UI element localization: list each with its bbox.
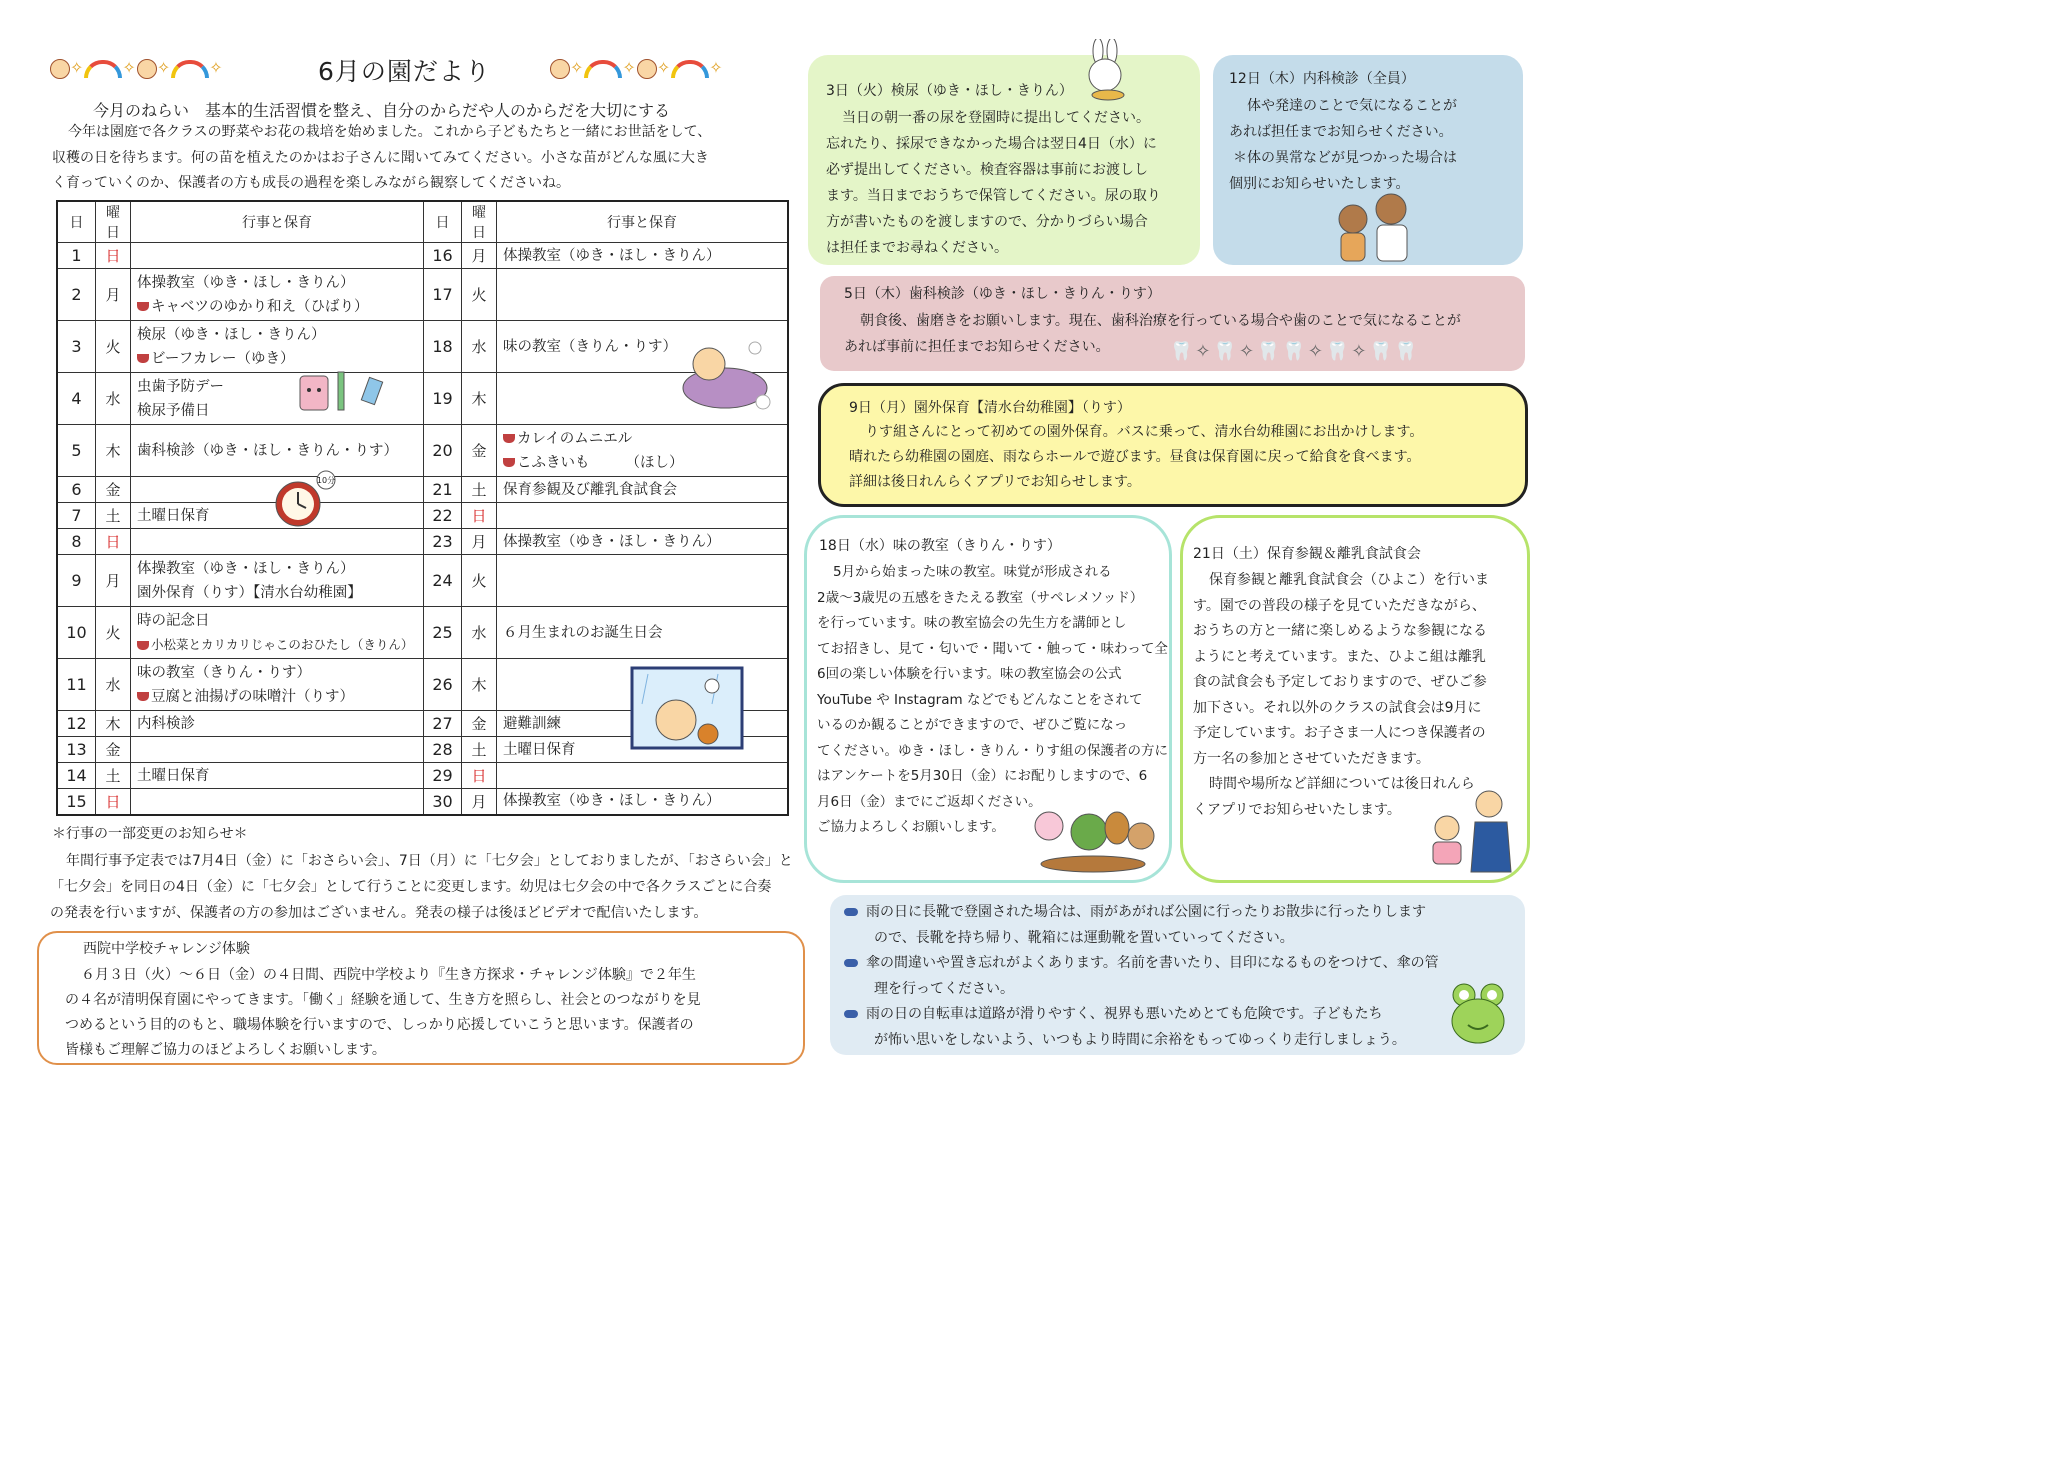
day-cell: 1	[57, 243, 96, 269]
event-cell	[497, 789, 789, 815]
ant-bullet-icon	[844, 908, 858, 916]
outing-line: 詳細は後日れんらくアプリでお知らせします。	[849, 474, 1141, 490]
cooking-pot-icon	[137, 641, 149, 650]
event-line	[503, 244, 781, 268]
weekday-cell: 木	[462, 373, 497, 425]
event-line	[137, 633, 417, 657]
rainbow-icon	[171, 60, 209, 78]
weekday-cell: 土	[96, 763, 131, 789]
event-line	[503, 530, 781, 554]
weekday-cell: 火	[96, 607, 131, 659]
col-weekday: 曜日	[96, 201, 131, 243]
child-face-icon	[637, 59, 657, 79]
event-text: 検尿予備日	[137, 402, 210, 419]
event-cell	[497, 425, 789, 477]
event-text: 保育参観及び離乳食試食会	[503, 481, 677, 498]
tooth-icon: 🦷	[1282, 341, 1308, 362]
col-day: 日	[57, 201, 96, 243]
visit-line: 加下さい。それ以外のクラスの試食会は9月に	[1193, 699, 1482, 716]
event-text: 体操教室（ゆき・ほし・きりん）	[137, 274, 355, 291]
day-cell: 7	[57, 503, 96, 529]
internal-line: 個別にお知らせいたします。	[1229, 176, 1410, 192]
visit-box	[1180, 515, 1530, 883]
weekday-cell: 日	[96, 529, 131, 555]
event-cell	[497, 555, 789, 607]
event-cell	[131, 243, 424, 269]
rain-tip	[844, 1002, 1439, 1028]
rain-tip-line: ので、長靴を持ち帰り、靴箱には運動靴を置いていってください。	[874, 929, 1294, 946]
visit-line: ようにと考えています。また、ひよこ組は離乳	[1193, 648, 1486, 665]
visit-line: 予定しています。お子さま一人につき保護者の	[1193, 725, 1486, 741]
outing-line: りす組さんにとって初めての園外保育。バスに乗って、清水台幼稚園にお出かけします。	[865, 424, 1424, 440]
weekday-cell: 水	[462, 321, 497, 373]
visit-line: 食の試食会も予定しておりますので、ぜひご参	[1193, 674, 1487, 690]
event-cell	[131, 607, 424, 659]
event-text: 歯科検診（ゆき・ほし・きりん・りす）	[137, 442, 398, 459]
outing-line: 晴れたら幼稚園の園庭、雨ならホールで遊びます。昼食は保育園に戻って給食を食べます。	[849, 449, 1421, 465]
notice-title: ＊行事の一部変更のお知らせ＊	[52, 826, 248, 842]
header-decoration-right: ✧ ✧ ✧ ✧	[550, 58, 724, 79]
toothbrush-cup-illustration	[298, 370, 398, 416]
taste-line: ご協力よろしくお願いします。	[817, 819, 1005, 835]
urine-title: 3日（火）検尿（ゆき・ほし・きりん）	[826, 83, 1073, 99]
visit-line: 方一名の参加とさせていただきます。	[1193, 750, 1430, 767]
internal-title: 12日（木）内科検診（全員）	[1229, 71, 1415, 87]
taste-line: いるのか観ることができますので、ぜひご覧になっ	[817, 717, 1128, 733]
rain-tip-line: 理を行ってください。	[874, 980, 1014, 997]
ant-bullet-icon	[844, 1010, 858, 1018]
calendar-row	[57, 243, 788, 269]
taste-line: てください。ゆき・ほし・きりん・りす組の保護者の方に	[817, 742, 1168, 759]
day-cell: 6	[57, 477, 96, 503]
day-cell: 10	[57, 607, 96, 659]
weekday-cell: 土	[96, 503, 131, 529]
alarm-clock-illustration	[270, 470, 340, 532]
day-cell: 4	[57, 373, 96, 425]
challenge-line: つめるという目的のもと、職場体験を行いますので、しっかり応援していこうと思います。保護者の	[65, 1017, 694, 1033]
weekday-cell: 金	[462, 711, 497, 737]
event-cell	[497, 477, 789, 503]
event-line	[503, 451, 781, 475]
event-text: 園外保育（りす）【清水台幼稚園】	[137, 584, 362, 601]
weekday-cell: 日	[96, 243, 131, 269]
tooth-icon: 🦷	[1170, 341, 1196, 362]
event-cell	[131, 763, 424, 789]
challenge-line: の４名が清明保育園にやってきます。「働く」経験を通して、生き方を照らし、社会とのつながりを見	[65, 992, 701, 1008]
day-cell: 12	[57, 711, 96, 737]
internal-line: ＊体の異常などが見つかった場合は	[1233, 150, 1457, 166]
event-text: 時の記念日	[137, 612, 210, 629]
weekday-cell: 金	[462, 425, 497, 477]
child-face-icon	[550, 59, 570, 79]
event-line	[137, 347, 417, 371]
visit-line: 保育参観と離乳食試食会（ひよこ）を行いま	[1209, 572, 1489, 588]
weekday-cell: 金	[96, 477, 131, 503]
event-line	[137, 609, 417, 633]
day-cell: 2	[57, 269, 96, 321]
outing-text	[849, 420, 1423, 495]
day-cell: 15	[57, 789, 96, 815]
notice-line: 年間行事予定表では7月4日（金）に「おさらい会」、7日（月）に「七夕会」としておりましたが、「おさらい会」と	[66, 853, 793, 869]
challenge-box	[37, 931, 805, 1065]
weekday-cell: 日	[462, 763, 497, 789]
taste-line: を行っています。味の教室協会の先生方を講師とし	[817, 615, 1127, 631]
weekday-cell: 月	[462, 529, 497, 555]
event-cell	[131, 789, 424, 815]
rain-tip	[844, 951, 1439, 977]
day-cell: 8	[57, 529, 96, 555]
urine-line: 当日の朝一番の尿を登園時に提出してください。	[842, 110, 1150, 126]
dental-title: 5日（木）歯科検診（ゆき・ほし・きりん・りす）	[844, 286, 1161, 302]
sleeping-child-illustration	[675, 338, 775, 416]
dental-line: あれば事前に担任までお知らせください。	[844, 339, 1110, 355]
event-line	[137, 685, 417, 709]
weekday-cell: 水	[96, 659, 131, 711]
taste-line: はアンケートを5月30日（金）にお配りしますので、6	[817, 768, 1148, 784]
notice-line: の発表を行いますが、保護者の方の参加はございません。発表の様子は後ほどビデオで配信いたします。	[50, 905, 708, 921]
event-cell	[131, 555, 424, 607]
event-cell	[497, 503, 789, 529]
visit-line: す。園での普段の様子を見ていただきながら、	[1193, 597, 1486, 614]
rain-tips-box	[830, 895, 1525, 1055]
tooth-icon: 🦷	[1369, 341, 1395, 362]
intro-text	[52, 120, 711, 197]
vegetables-animals-illustration	[1029, 802, 1159, 882]
intro-line: 今年は園庭で各クラスの野菜やお花の栽培を始めました。これから子どもたちと一緒にお世話をして、	[68, 124, 712, 140]
calendar-row	[57, 763, 788, 789]
day-cell: 19	[424, 373, 462, 425]
ant-bullet-icon	[844, 959, 858, 967]
calendar-row	[57, 503, 788, 529]
calendar-row	[57, 607, 788, 659]
weekday-cell: 月	[462, 243, 497, 269]
event-cell	[497, 269, 789, 321]
tooth-icon: 🦷	[1325, 341, 1352, 362]
event-line	[137, 439, 417, 463]
visit-title: 21日（土）保育参観＆離乳食試食会	[1193, 546, 1421, 562]
day-cell: 28	[424, 737, 462, 763]
bear-doctor-illustration	[1333, 189, 1423, 273]
event-line	[137, 661, 417, 685]
calendar-row	[57, 425, 788, 477]
rain-tip-line: 傘の間違いや置き忘れがよくあります。名前を書いたり、目印になるものをつけて、傘の管	[866, 955, 1439, 971]
day-cell: 20	[424, 425, 462, 477]
event-text: 味の教室（きりん・りす）	[503, 338, 677, 355]
outing-box	[818, 383, 1528, 507]
weekday-cell: 火	[96, 321, 131, 373]
internal-line: あれば担任までお知らせください。	[1229, 124, 1453, 140]
calendar-row	[57, 555, 788, 607]
event-text: キャベツのゆかり和え（ひばり）	[151, 298, 369, 315]
challenge-line: 皆様もご理解ご協力のほどよろしくお願いします。	[65, 1042, 386, 1058]
event-text: 虫歯予防デー	[137, 378, 224, 395]
taste-line: 5月から始まった味の教室。味覚が形成される	[833, 564, 1112, 580]
event-text: 土曜日保育	[503, 741, 576, 758]
event-line	[137, 764, 417, 788]
weekday-cell: 日	[96, 789, 131, 815]
event-text: ビーフカレー（ゆき）	[151, 350, 295, 367]
col-events: 行事と保育	[131, 201, 424, 243]
teeth-decoration: 🦷✧🦷✧🦷🦷✧🦷✧🦷🦷	[1170, 341, 1421, 362]
event-text: 体操教室（ゆき・ほし・きりん）	[503, 793, 721, 810]
urine-line: 方が書いたものを渡しますので、分かりづらい場合	[826, 214, 1148, 230]
taste-line: YouTube や Instagram などでもどんなことをされて	[817, 691, 1143, 708]
event-line	[137, 712, 417, 736]
challenge-title: 西院中学校チャレンジ体験	[83, 941, 250, 957]
taste-class-box	[804, 515, 1172, 883]
event-text: 内科検診	[137, 715, 195, 732]
weekday-cell: 木	[462, 659, 497, 711]
day-cell: 17	[424, 269, 462, 321]
monthly-aim: 今月のねらい 基本的生活習慣を整え、自分のからだや人のからだを大切にする	[93, 101, 670, 120]
event-cell	[497, 607, 789, 659]
internal-checkup-box	[1213, 55, 1523, 265]
col-weekday: 曜日	[462, 201, 497, 243]
notice-text	[50, 848, 793, 926]
event-cell	[131, 321, 424, 373]
cooking-pot-icon	[137, 354, 149, 363]
day-cell: 23	[424, 529, 462, 555]
event-line	[503, 427, 781, 451]
weekday-cell: 木	[96, 711, 131, 737]
challenge-text	[65, 963, 701, 1063]
event-text: 避難訓練	[503, 715, 561, 732]
day-cell: 24	[424, 555, 462, 607]
event-line	[137, 581, 417, 605]
rain-tips-list	[844, 900, 1439, 1053]
header-decoration-left: ✧ ✧ ✧ ✧	[50, 58, 224, 79]
visit-line: おうちの方と一緒に楽しめるような参観になる	[1193, 623, 1487, 639]
taste-line: てお招きし、見て・匂いで・聞いて・触って・味わって全	[817, 640, 1168, 657]
rainbow-icon	[671, 60, 709, 78]
cooking-pot-icon	[503, 458, 515, 467]
tooth-icon: 🦷	[1394, 341, 1421, 362]
outing-title: 9日（月）園外保育【清水台幼稚園】（りす）	[849, 400, 1131, 416]
col-day: 日	[424, 201, 462, 243]
calendar-row	[57, 789, 788, 815]
event-cell	[131, 711, 424, 737]
event-cell	[131, 425, 424, 477]
event-line	[503, 478, 781, 502]
event-cell	[131, 659, 424, 711]
urine-test-box	[808, 55, 1200, 265]
event-text: カレイのムニエル	[517, 430, 633, 447]
event-text: 体操教室（ゆき・ほし・きりん）	[137, 560, 355, 577]
event-line	[137, 271, 417, 295]
tooth-icon: 🦷	[1213, 341, 1239, 362]
event-cell	[497, 243, 789, 269]
rainy-window-illustration	[628, 664, 748, 754]
weekday-cell: 土	[462, 737, 497, 763]
event-text: 豆腐と油揚げの味噌汁（りす）	[151, 688, 354, 705]
weekday-cell: 月	[96, 555, 131, 607]
weekday-cell: 月	[96, 269, 131, 321]
weekday-cell: 火	[462, 269, 497, 321]
event-cell	[497, 763, 789, 789]
cooking-pot-icon	[137, 302, 149, 311]
notice-line: 「七夕会」を同日の4日（金）に「七夕会」として行うことに変更します。幼児は七夕会の中で各クラスごとに合奏	[50, 879, 772, 895]
child-face-icon	[50, 59, 70, 79]
weekday-cell: 土	[462, 477, 497, 503]
event-text: ６月生まれのお誕生日会	[503, 624, 663, 641]
day-cell: 30	[424, 789, 462, 815]
event-line	[137, 557, 417, 581]
event-text: 体操教室（ゆき・ほし・きりん）	[503, 533, 721, 550]
event-text: 体操教室（ゆき・ほし・きりん）	[503, 247, 721, 264]
rainbow-icon	[84, 60, 122, 78]
internal-line: 体や発達のことで気になることが	[1247, 98, 1457, 114]
day-cell: 11	[57, 659, 96, 711]
weekday-cell: 水	[462, 607, 497, 659]
internal-text	[1229, 93, 1457, 197]
mother-baby-illustration	[1415, 782, 1515, 886]
event-line	[503, 789, 781, 813]
event-line	[503, 621, 781, 645]
rain-tip-line: が怖い思いをしないよう、いつもより時間に余裕をもってゆっくり走行しましょう。	[874, 1031, 1406, 1048]
weekday-cell: 金	[96, 737, 131, 763]
taste-line: 6回の楽しい体験を行います。味の教室協会の公式	[817, 666, 1122, 682]
event-cell	[131, 737, 424, 763]
event-cell	[497, 529, 789, 555]
event-text: こふきいも	[517, 454, 590, 471]
event-text: 味の教室（きりん・りす）	[137, 664, 311, 681]
clock-label: 10分	[316, 476, 336, 485]
visit-line: くアプリでお知らせいたします。	[1193, 801, 1401, 818]
calendar-row	[57, 477, 788, 503]
day-cell: 25	[424, 607, 462, 659]
weekday-cell: 木	[96, 425, 131, 477]
weekday-cell: 火	[462, 555, 497, 607]
dental-line: 朝食後、歯磨きをお願いします。現在、歯科治療を行っている場合や歯のことで気になることが	[860, 313, 1461, 329]
urine-line: は担任までお尋ねください。	[826, 240, 1008, 256]
day-cell: 29	[424, 763, 462, 789]
weekday-cell: 日	[462, 503, 497, 529]
event-text: 土曜日保育	[137, 767, 210, 784]
calendar-row	[57, 529, 788, 555]
calendar-row	[57, 269, 788, 321]
visit-line: 時間や場所など詳細については後日れんら	[1209, 776, 1475, 792]
event-cell	[131, 529, 424, 555]
event-line	[137, 323, 417, 347]
urine-line: 必ず提出してください。検査容器は事前にお渡しし	[826, 162, 1148, 178]
day-cell: 21	[424, 477, 462, 503]
urine-text	[826, 105, 1161, 261]
child-face-icon	[137, 59, 157, 79]
event-text: 検尿（ゆき・ほし・きりん）	[137, 326, 326, 343]
day-cell: 27	[424, 711, 462, 737]
intro-line: く育っていくのか、保護者の方も成長の過程を楽しみながら観察してくださいね。	[52, 175, 570, 191]
frog-illustration	[1446, 981, 1512, 1059]
day-cell: 5	[57, 425, 96, 477]
event-cell	[131, 269, 424, 321]
rain-tip-line: 雨の日に長靴で登園された場合は、雨があがれば公園に行ったりお散歩に行ったりします	[866, 904, 1426, 920]
taste-title: 18日（水）味の教室（きりん・りす）	[819, 538, 1061, 554]
tooth-icon: 🦷	[1257, 341, 1283, 362]
day-cell: 3	[57, 321, 96, 373]
taste-line: 2歳～3歳児の五感をきたえる教室（サペレメソッド）	[817, 589, 1144, 606]
intro-line: 収穫の日を待ちます。何の苗を植えたのかはお子さんに聞いてみてください。小さな苗がどんな風に大き	[52, 149, 709, 166]
weekday-cell: 月	[462, 789, 497, 815]
urine-line: 忘れたり、採尿できなかった場合は翌日4日（水）に	[826, 136, 1157, 152]
day-cell: 9	[57, 555, 96, 607]
page-title: 6月の園だより	[318, 57, 491, 86]
dental-checkup-box	[820, 276, 1525, 371]
event-note: （ほし）	[625, 454, 684, 471]
rain-tip-line: 雨の日の自転車は道路が滑りやすく、視界も悪いためとても危険です。子どもたち	[866, 1006, 1383, 1022]
urine-line: ます。当日までおうちで保管してください。尿の取り	[826, 188, 1161, 204]
rabbit-illustration	[1076, 39, 1136, 109]
cooking-pot-icon	[137, 692, 149, 701]
event-text: 小松菜とカリカリじゃこのおひたし（きりん）	[151, 636, 414, 652]
event-text: 土曜日保育	[137, 507, 210, 524]
event-line	[137, 295, 417, 319]
day-cell: 14	[57, 763, 96, 789]
day-cell: 16	[424, 243, 462, 269]
challenge-line: ６月３日（火）～６日（金）の４日間、西院中学校より『生き方探求・チャレンジ体験』で２年生	[81, 967, 696, 983]
day-cell: 26	[424, 659, 462, 711]
rainbow-icon	[584, 60, 622, 78]
weekday-cell: 水	[96, 373, 131, 425]
day-cell: 22	[424, 503, 462, 529]
cooking-pot-icon	[503, 434, 515, 443]
day-cell: 13	[57, 737, 96, 763]
taste-text	[817, 560, 1168, 841]
col-events: 行事と保育	[497, 201, 789, 243]
taste-line: 月6日（金）までにご返却ください。	[817, 793, 1042, 810]
day-cell: 18	[424, 321, 462, 373]
rain-tip	[844, 900, 1439, 926]
